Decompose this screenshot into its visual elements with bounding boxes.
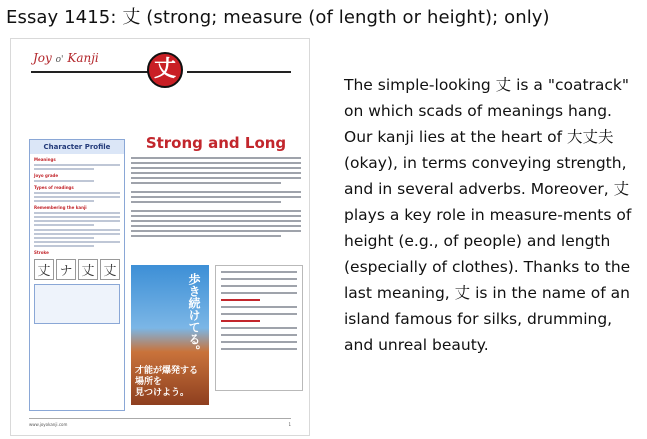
profile-section [34,205,120,226]
profile-label: Stroke [34,250,49,255]
text-line [34,237,94,239]
stroke-order-grid [34,259,120,280]
text-line [221,292,297,294]
brand-o: o' [55,55,64,65]
text-line [131,215,301,217]
essay-thumbnail [10,38,310,436]
text-line [34,196,120,198]
text-line [221,313,297,315]
character-profile-panel [29,139,125,411]
essay-summary [344,72,638,358]
text-line [34,216,120,218]
essay-summary-text: The simple-looking 丈 is a "coatrack" on which scads of meanings hang. Our kanji lies at the heart of 大丈夫 (okay), in terms conveying strength, and in several adverbs. Moreover, 丈 plays a key role in measure-ments of height (e.g., of people) and length (especially of clothes). Thanks to the last meaning, 丈 is in the name of an island famous for silks, drumming, and unreal beauty. [344,76,632,354]
text-line [221,341,297,343]
text-line [221,306,297,308]
kanji-logo-circle [147,52,183,88]
text-line [34,180,94,182]
footer-page-number: 1 [288,422,291,427]
photo-vertical-text: 歩き続けてる。 [187,273,201,357]
text-line [34,164,120,166]
photo-caption: 才能が爆発する 場所を 見つけよう。 [135,366,199,398]
profile-label: Remembering the kanji [34,205,87,210]
essay-body-lines [131,157,301,240]
text-line [34,220,120,222]
text-line [34,245,94,247]
profile-section [34,157,120,170]
text-line [34,229,120,231]
text-line [131,230,301,232]
essay-heading: Strong and Long [145,134,287,152]
profile-label: Joyo grade [34,173,59,178]
text-line [131,167,301,169]
stroke-cell: 丈 [100,259,120,280]
text-line [131,172,301,174]
side-note-box [215,265,303,391]
text-line [131,182,281,184]
text-line [131,162,301,164]
profile-heading: Character Profile [30,140,124,154]
profile-section [34,229,120,247]
brand-logo: Joy o' Kanji [33,51,99,65]
text-line [131,201,281,203]
profile-section [34,173,120,182]
text-line [221,348,297,350]
poster-photo [131,265,209,405]
text-line [131,210,301,212]
text-line [34,168,94,170]
text-line [221,278,297,280]
text-line [221,327,297,329]
profile-section [34,250,120,255]
text-line [34,192,120,194]
text-line [131,235,281,237]
footer-url: www.joyokanji.com [29,422,68,427]
profile-section [34,185,120,202]
profile-label: Types of readings [34,185,74,190]
stroke-cell: 丈 [34,259,54,280]
read-more-box [34,284,120,324]
text-line [131,196,301,198]
logo-rule-right [187,71,291,73]
text-line [131,225,301,227]
text-line [34,233,120,235]
logo-rule-left [31,71,153,73]
text-line [221,320,260,322]
logo-kanji: 丈 [153,57,176,82]
text-line [34,200,94,202]
text-line [131,157,301,159]
thumbnail-footer [29,418,291,427]
stroke-cell: ナ [56,259,76,280]
text-line [221,285,297,287]
text-line [34,241,120,243]
text-line [221,334,297,336]
text-line [221,299,260,301]
text-line [34,212,120,214]
profile-label: Meanings [34,157,56,162]
text-line [221,271,297,273]
text-line [131,220,301,222]
text-line [131,177,301,179]
page-title: Essay 1415: 丈 (strong; measure (of length or height); only) [6,7,550,28]
text-line [34,224,94,226]
stroke-cell: 丈 [78,259,98,280]
text-line [131,191,301,193]
